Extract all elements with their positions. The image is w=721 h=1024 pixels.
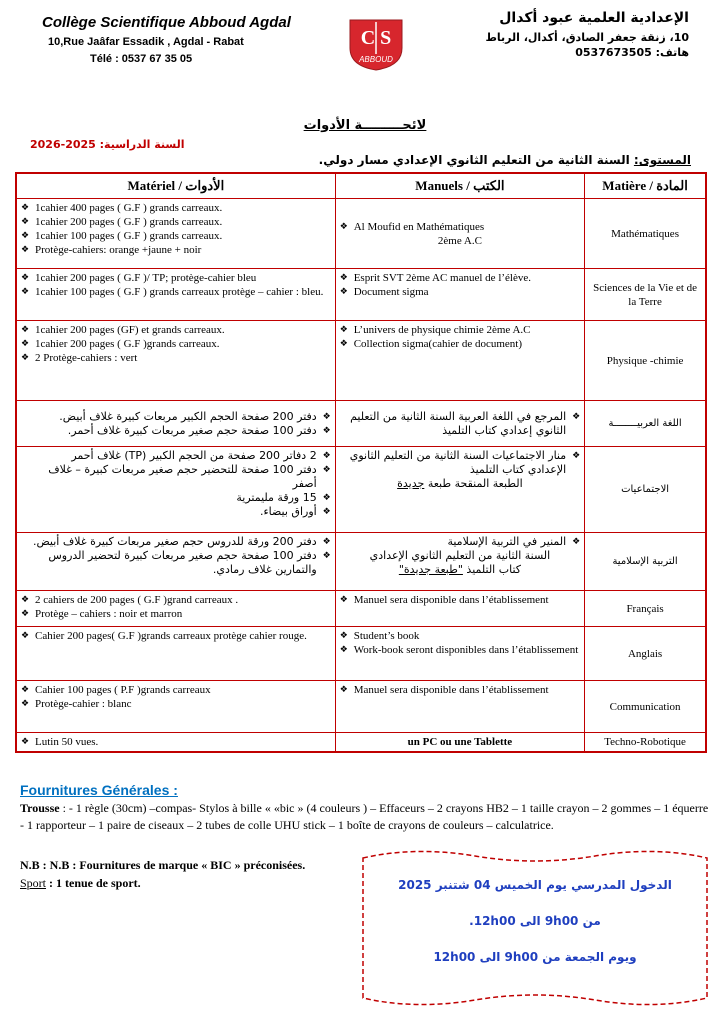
header-manuels: Manuels / الكتب [335,173,584,199]
supplies-table [15,172,707,753]
header-materiel: Matériel / الأدوات [16,173,335,199]
trousse-text: Trousse : - 1 règle (30cm) –compas- Stylos à bille « «bic » (4 couleurs ) – Effaceurs – 2 crayons HB2 – 1 taille crayon – 2 gommes – 1 équerre - 1 rapporteur – 1 paire de ciseaux – 2 tubes de colle UHU stick – 1 boîte de crayons de couleurs – calculatrice. [20,801,709,832]
table-row [16,447,706,533]
list-item: ❖ المرجع في اللغة العربية السنة الثانية من التعليم الثانوي إعدادي كتاب التلميذ [340,410,580,438]
manuel-level: السنة الثانية من التعليم الثانوي الإعدادي [369,549,551,562]
list-item: ❖ Document sigma [340,285,580,299]
subject-cell: Français [585,591,706,627]
subject-cell: اللغة العربيــــــــة [585,401,706,447]
table-row [16,401,706,447]
document-title: لائحـــــــــة الأدوات [303,118,427,133]
list-item: ❖ أوراق بيضاء. [21,505,331,519]
subject-cell: Sciences de la Vie et de la Terre [585,269,706,321]
manuels-cell [335,627,584,681]
school-level: المستوى: السنة الثانية من التعليم الثانوي الإعدادي مسار دولي. [318,153,691,167]
banner-line-1: الدخول المدرسي يوم الخميس 04 شتنبر 2025 [398,878,672,892]
materiel-cell [16,269,335,321]
general-supplies-title: Fournitures Générales : [20,782,178,798]
materiel-cell [16,447,335,533]
list-item: ❖ 1cahier 200 pages ( G.F )grands carreaux. [21,337,331,351]
list-item: ❖ Manuel sera disponible dans l’établissement [340,593,580,607]
list-item: ❖ Manuel sera disponible dans l’établissement [340,683,580,697]
table-row [16,591,706,627]
banner-frame [355,848,715,1018]
table-row [16,269,706,321]
manuel-edition: كتاب التلميذ "طبعة جديدة" [398,563,522,576]
materiel-cell [16,321,335,401]
manuels-cell [335,401,584,447]
subject-cell: Mathématiques [585,199,706,269]
school-address-fr: 10,Rue Jaâfar Essadik , Agdal - Rabat [48,36,244,48]
manuel-edition: الطبعة المنقحة طبعة جديدة [397,477,523,490]
table-row [16,681,706,733]
list-item: ❖ دفتر 100 صفحة حجم صغير مربعات كبيرة لتحضير الدروس والتمارين غلاف رمادي. [21,549,331,577]
manuels-cell [335,199,584,269]
list-item: ❖ L’univers de physique chimie 2ème A.C [340,323,580,337]
list-item: ❖ Esprit SVT 2ème AC manuel de l’élève. [340,271,580,285]
manuels-cell [335,321,584,401]
list-item: ❖ 1cahier 200 pages ( G.F )/ TP; protège-cahier bleu [21,271,331,285]
materiel-cell [16,627,335,681]
list-item: ❖ Lutin 50 vues. [21,735,331,749]
table-row [16,627,706,681]
manuels-cell [335,591,584,627]
manuels-cell [335,447,584,533]
list-item: ❖ 1cahier 400 pages ( G.F ) grands carreaux. [21,201,331,215]
list-item: ❖ Al Moufid en Mathématiques [340,220,580,234]
table-row [16,321,706,401]
materiel-cell [16,733,335,753]
school-address-ar: 10، زنقة جعفر الصادق، أكدال، الرباط [485,31,689,44]
list-item: ❖ Student’s book [340,629,580,643]
school-phone-fr: Télé : 0537 67 35 05 [90,53,193,65]
banner-line-2: من 9h00 الى 12h00. [469,914,601,928]
manuels-cell [335,533,584,591]
nb-note: N.B : N.B : Fournitures de marque « BIC » préconisées. [20,858,306,872]
list-item: ❖ دفتر 100 صفحة حجم صغير مربعات كبيرة غلاف أحمر. [21,424,331,438]
school-year: السنة الدراسية: 2025-2026 [30,138,185,151]
table-row [16,733,706,753]
materiel-cell [16,533,335,591]
table-row [16,533,706,591]
banner-line-3: ويوم الجمعة من 9h00 الى 12h00 [433,950,637,964]
list-item: ❖ 1cahier 200 pages (GF) et grands carreaux. [21,323,331,337]
list-item: ❖ 1cahier 100 pages ( G.F ) grands carreaux. [21,229,331,243]
logo-subtitle: ABBOUD [359,55,393,64]
school-name-fr: Collège Scientifique Abboud Agdal [42,14,291,31]
materiel-cell [16,401,335,447]
materiel-cell [16,681,335,733]
manuel-level: 2ème A.C [437,234,482,247]
sport-note: Sport : 1 tenue de sport. [20,876,141,890]
list-item: ❖ المنير في التربية الإسلامية [340,535,580,549]
list-item: ❖ 2 Protège-cahiers : vert [21,351,331,365]
list-item: ❖ Collection sigma(cahier de document) [340,337,580,351]
list-item: ❖ دفتر 100 صفحة للتحضير حجم صغير مربعات كبيرة – غلاف أصفر [21,463,331,491]
list-item: ❖ Protège-cahiers: orange +jaune + noir [21,243,331,257]
subject-cell: Physique -chimie [585,321,706,401]
manuels-cell [335,269,584,321]
list-item: ❖ 2 cahiers de 200 pages ( G.F )grand carreaux . [21,593,331,607]
list-item: ❖ Protège-cahier : blanc [21,697,331,711]
materiel-cell [16,591,335,627]
list-item: ❖ Work-book seront disponibles dans l’établissement [340,643,580,657]
manuels-cell [335,681,584,733]
manuels-cell: un PC ou une Tablette [335,733,584,753]
logo-letters: C S [360,27,392,49]
list-item: ❖ دفتر 200 صفحة الحجم الكبير مربعات كبيرة غلاف أبيض. [21,410,331,424]
table-row [16,199,706,269]
header-matiere: Matière / المادة [585,173,706,199]
list-item: ❖ دفتر 200 ورقة للدروس حجم صغير مربعات كبيرة غلاف أبيض. [21,535,331,549]
rentree-banner [355,848,715,1018]
list-item: ❖ Cahier 100 pages ( P.F )grands carreaux [21,683,331,697]
subject-cell: Anglais [585,627,706,681]
subject-cell: Techno-Robotique [585,733,706,753]
list-item: ❖ 1cahier 100 pages ( G.F ) grands carreaux protège – cahier : bleu. [21,285,331,299]
school-logo [346,18,406,72]
subject-cell: الاجتماعيات [585,447,706,533]
school-phone-ar: هاتف: 0537673505 [575,46,689,59]
table-header-row [16,173,706,199]
list-item: ❖ 1cahier 200 pages ( G.F ) grands carreaux. [21,215,331,229]
list-item: ❖ Cahier 200 pages( G.F )grands carreaux protège cahier rouge. [21,629,331,643]
list-item: ❖ منار الاجتماعيات السنة الثانية من التعليم الثانوي الإعدادي كتاب التلميذ [340,449,580,477]
list-item: ❖ Protège – cahiers : noir et marron [21,607,331,621]
school-name-ar: الإعدادية العلمية عبود أكدال [499,10,689,26]
list-item: ❖ 15 ورقة مليمترية [21,491,331,505]
list-item: ❖ 2 دفاتر 200 صفحة من الحجم الكبير (TP) غلاف أحمر [21,449,331,463]
subject-cell: Communication [585,681,706,733]
subject-cell: التربية الإسلامية [585,533,706,591]
materiel-cell [16,199,335,269]
